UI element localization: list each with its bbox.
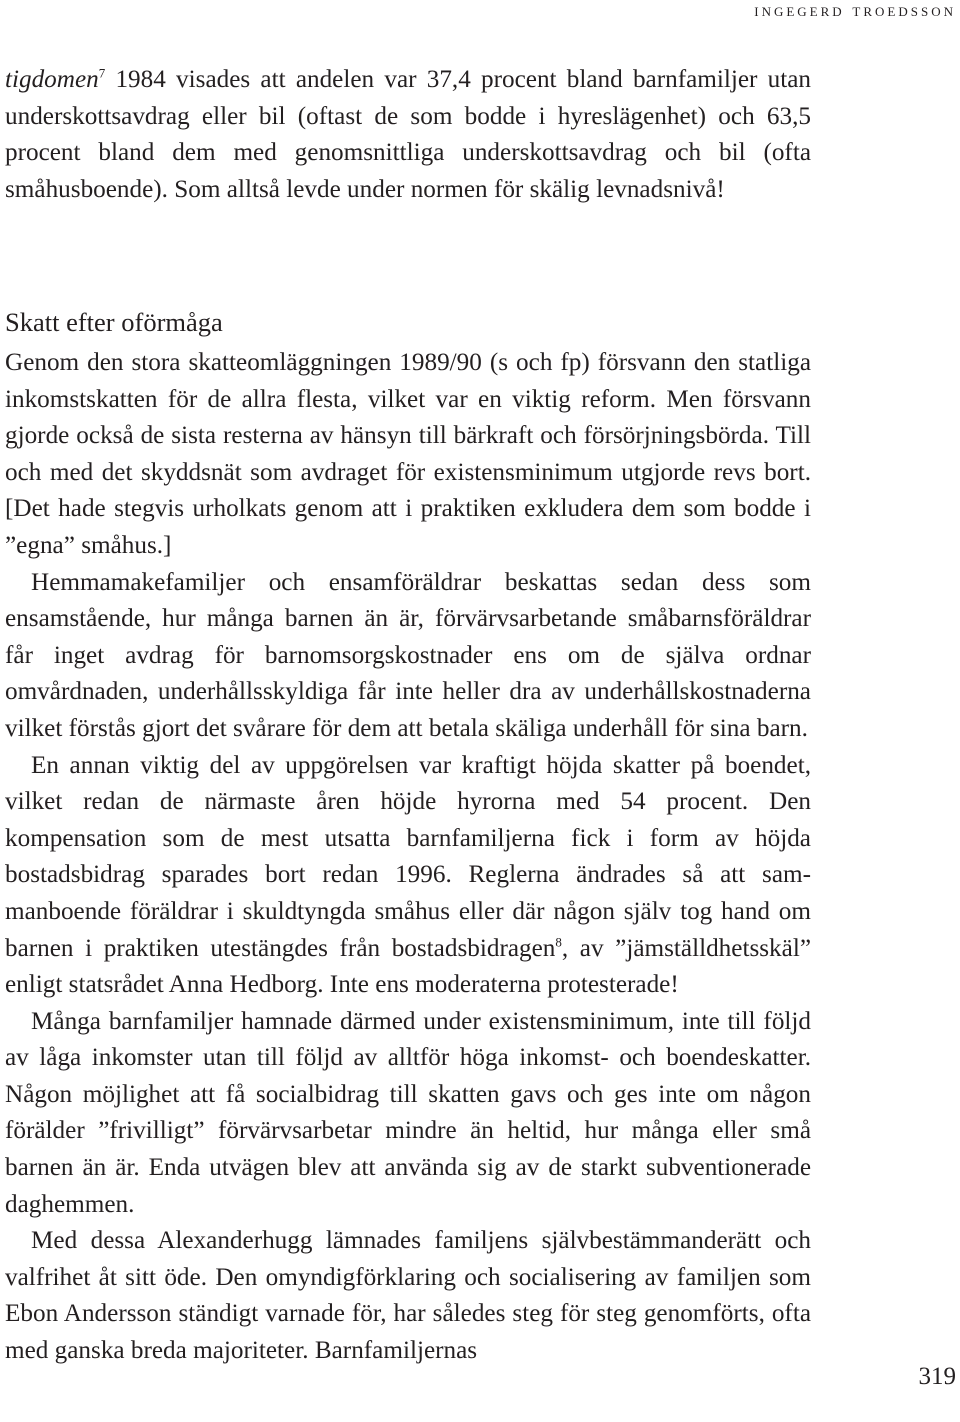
paragraph-3-before: En annan viktig del av uppgörelsen var kraftigt höjda skatter på boendet, vilket redan de närmaste åren höjde hyrorna med 54 procent. Den kompensation som de mest utsatta barnfamiljerna fick i form av höjda bostadsbidrag sparades bort redan 1996. Reglerna ändrades så att sammanboende föräldrar i skuldtyngda småhus eller där någon själv tog hand om barnen i praktiken utestängdes från bostadsbidragen bbox=[5, 751, 811, 962]
opening-paragraph bbox=[5, 62, 811, 208]
paragraph-4: Många barnfamiljer hamnade därmed under existensminimum, inte till följd av låga inkomster utan till följd av alltför höga inkomst- och boendeskatter. Någon möjlighet att få socialbidrag till skatten gavs och ges inte om någon förälder ”frivilligt” förvärvsarbetar mindre än heltid, hur många eller små barnen än är. Enda utvägen blev att använda sig av de starkt subventionerade daghemmen. bbox=[5, 1007, 811, 1218]
section-skatt bbox=[5, 303, 811, 1370]
paragraph-2: Hemmamakefamiljer och ensamföräldrar beskattas sedan dess som ensamstående, hur många barnen än är, förvärvsarbetande småbarnsföräldrar får inget avdrag för barnomsorgskostnader ens om de själva ordnar omvårdnaden, underhållsskyldiga får inte heller dra av underhållskostnaderna vilket förstås gjort det svårare för dem att betala skäliga underhåll för sina barn. bbox=[5, 568, 811, 742]
footnote-ref-8: 8 bbox=[555, 934, 562, 950]
paragraph-5: Med dessa Alexanderhugg lämnades familjens självbestämmanderätt och valfrihet åt sitt öde. Den omyndigförklaring och socialisering av familjen som Ebon Andersson ständigt varnade för, har således steg för steg genomförts, ofta med ganska breda majoriteter. Barnfamiljernas bbox=[5, 1227, 811, 1365]
running-header: ingegerd troedsson bbox=[754, 0, 956, 21]
page-number: 319 bbox=[918, 1363, 956, 1390]
paragraph-3 bbox=[5, 748, 811, 1004]
paragraph-1: Genom den stora skatteomläggningen 1989/90 (s och fp) försvann den statliga inkomstskatten för de allra flesta, vilket var en viktig reform. Men försvann gjorde också de sista resterna av hänsyn till bärkraft och försörjningsbörda. Till och med det skyddsnät som avdraget för existensminimum utgjorde revs bort. [Det hade stegvis urholkats genom att i praktiken exkludera dem som bodde i ”egna” småhus.] bbox=[5, 349, 811, 559]
section-heading: Skatt efter oförmåga bbox=[5, 307, 223, 337]
paragraph-3-after: , av ”jämställdhetsskäl” enligt statsrådet Anna Hedborg. Inte ens moderaterna protesterade! bbox=[5, 934, 811, 999]
footnote-ref-7: 7 bbox=[98, 65, 106, 81]
opening-italic-word: tigdomen bbox=[5, 66, 99, 93]
opening-body: 1984 visades att andelen var 37,4 procent bland barnfamiljer utan underskottsavdrag eller bil (oftast de som bodde i hyreslägenhet) och 63,5 procent bland dem med genomsnittliga underskottsavdrag och bil (ofta småhusboende). Som alltså levde under normen för skälig levnadsnivå! bbox=[5, 66, 811, 203]
opening-text bbox=[5, 62, 811, 208]
